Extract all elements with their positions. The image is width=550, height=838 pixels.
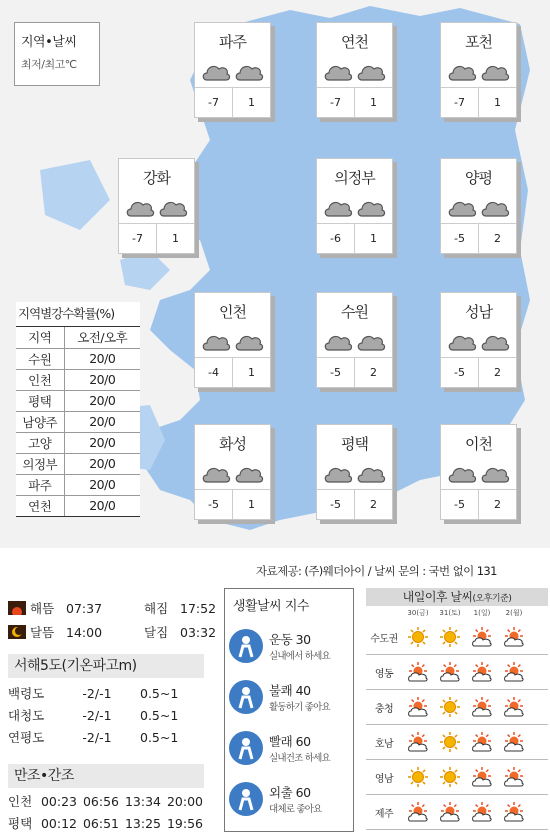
forecast-cell — [466, 766, 498, 788]
forecast-region: 영남 — [374, 773, 394, 785]
forecast-region: 제주 — [374, 808, 394, 820]
forecast-cell — [498, 696, 530, 718]
city-card — [440, 292, 517, 388]
partly-cloudy-icon — [407, 661, 429, 683]
forecast-day: 2(월) — [505, 609, 523, 617]
cloudy-icon — [323, 197, 353, 219]
partly-cloudy-icon — [407, 696, 429, 718]
city-max-temp: 1 — [232, 358, 270, 387]
life-index-item — [225, 773, 353, 824]
city-max-temp: 1 — [232, 490, 270, 519]
forecast-cell — [466, 731, 498, 753]
forecast-cell — [434, 661, 466, 683]
moonrise-label: 달뜸 — [30, 625, 55, 640]
partly-cloudy-icon — [471, 766, 493, 788]
rain-region: 인천 — [16, 369, 64, 390]
city-name: 강화 — [143, 169, 170, 187]
life-index-label: 운동 30 — [269, 631, 311, 647]
city-weather-icons — [441, 197, 516, 219]
legend-unit: 최저/최고℃ — [21, 58, 77, 71]
city-card — [316, 424, 393, 520]
forecast-cell — [402, 661, 434, 683]
city-weather-icons — [317, 197, 392, 219]
cloudy-icon — [447, 197, 477, 219]
city-max-temp: 1 — [232, 88, 270, 117]
forecast-cell — [466, 626, 498, 648]
forecast-row — [366, 690, 548, 725]
wave-height: 0.5~1 — [140, 707, 179, 723]
city-max-temp: 1 — [478, 88, 516, 117]
rain-row — [16, 432, 140, 453]
city-card — [316, 292, 393, 388]
city-card — [316, 158, 393, 254]
rain-value: 20/0 — [64, 411, 140, 432]
forecast-cell — [434, 696, 466, 718]
forecast-cell — [498, 766, 530, 788]
city-name: 포천 — [465, 33, 492, 51]
tide-location: 인천 — [8, 794, 33, 809]
city-min-temp: -5 — [330, 366, 341, 379]
cloudy-icon — [447, 463, 477, 485]
city-temps — [441, 357, 516, 387]
wave-title: 서해5도(기온파고m) — [8, 654, 204, 678]
partly-cloudy-icon — [503, 696, 525, 718]
partly-cloudy-icon — [503, 626, 525, 648]
partly-cloudy-icon — [471, 626, 493, 648]
sunset-time: 17:52 — [180, 600, 217, 616]
city-min-temp: -5 — [454, 498, 465, 511]
rain-row — [16, 411, 140, 432]
forecast-region: 영동 — [374, 668, 394, 680]
moonset-time: 03:32 — [180, 624, 217, 640]
city-weather-icons — [195, 61, 270, 83]
life-weather-index — [224, 588, 354, 832]
city-min-temp: -7 — [208, 96, 219, 109]
forecast-region: 충청 — [374, 703, 394, 715]
forecast-row — [366, 655, 548, 690]
city-temps — [195, 87, 270, 117]
forecast-days — [366, 606, 548, 620]
sun-times-row — [8, 596, 258, 620]
cloudy-icon — [480, 463, 510, 485]
tide-row — [8, 790, 206, 812]
cloudy-icon — [234, 463, 264, 485]
rain-value: 20/0 — [64, 348, 140, 369]
city-name: 의정부 — [334, 169, 375, 187]
cloudy-icon — [480, 331, 510, 353]
rain-row — [16, 348, 140, 369]
forecast-cell — [466, 696, 498, 718]
forecast-cell — [498, 626, 530, 648]
extended-forecast — [366, 588, 548, 832]
city-temps — [441, 489, 516, 519]
forecast-day: 31(토) — [439, 609, 461, 617]
city-min-temp: -5 — [454, 232, 465, 245]
cloudy-icon — [480, 61, 510, 83]
rain-col-value: 오전/오후 — [64, 327, 140, 348]
tide-time: 06:56 — [82, 793, 120, 809]
cloudy-icon — [356, 61, 386, 83]
life-index-desc: 실내에서 하세요 — [269, 650, 330, 662]
partly-cloudy-icon — [407, 801, 429, 823]
tide-location: 평택 — [8, 816, 33, 831]
city-name: 화성 — [219, 435, 246, 453]
life-index-desc: 대체로 좋아요 — [269, 803, 322, 815]
city-min-temp: -6 — [330, 232, 341, 245]
rain-probability-title: 지역별강수확률(%) — [16, 302, 140, 327]
city-weather-icons — [195, 331, 270, 353]
moonset-label: 달짐 — [144, 625, 169, 640]
forecast-cell — [402, 801, 434, 823]
tide-time: 00:23 — [40, 793, 78, 809]
rain-value: 20/0 — [64, 495, 140, 516]
city-weather-icons — [317, 331, 392, 353]
rain-region: 파주 — [16, 474, 64, 495]
sunny-icon — [407, 766, 429, 788]
city-weather-icons — [441, 463, 516, 485]
cloudy-icon — [356, 197, 386, 219]
city-name: 인천 — [219, 303, 246, 321]
forecast-title-note: (오후기준) — [472, 594, 512, 604]
sunset-label: 해짐 — [144, 601, 169, 616]
city-card — [440, 158, 517, 254]
forecast-row — [366, 795, 548, 830]
cloudy-icon — [158, 197, 188, 219]
sunny-icon — [439, 696, 461, 718]
city-min-temp: -7 — [330, 96, 341, 109]
rain-region: 의정부 — [16, 453, 64, 474]
wave-row — [8, 704, 200, 726]
rain-value: 20/0 — [64, 474, 140, 495]
city-temps — [317, 357, 392, 387]
forecast-cell — [434, 731, 466, 753]
laundry-icon — [229, 731, 263, 765]
city-temps — [317, 489, 392, 519]
life-index-title: 생활날씨 지수 — [233, 599, 309, 614]
life-index-item — [225, 671, 353, 722]
legend-title: 지역•날씨 — [21, 35, 77, 50]
city-card — [194, 292, 271, 388]
city-temps — [317, 223, 392, 253]
life-index-item — [225, 722, 353, 773]
exercise-icon — [229, 629, 263, 663]
forecast-region: 호남 — [374, 738, 394, 750]
forecast-cell — [434, 626, 466, 648]
rain-value: 20/0 — [64, 390, 140, 411]
city-card — [316, 22, 393, 118]
partly-cloudy-icon — [471, 731, 493, 753]
city-max-temp: 1 — [156, 224, 194, 253]
city-max-temp: 2 — [478, 358, 516, 387]
map-legend — [14, 22, 100, 86]
forecast-cell — [466, 661, 498, 683]
forecast-cell — [466, 801, 498, 823]
city-max-temp: 1 — [354, 224, 392, 253]
sunny-icon — [407, 626, 429, 648]
forecast-row — [366, 760, 548, 795]
rain-region: 연천 — [16, 495, 64, 516]
rain-row — [16, 369, 140, 390]
life-index-label: 빨래 60 — [269, 733, 311, 749]
forecast-cell — [498, 661, 530, 683]
forecast-title-text: 내일이후 날씨 — [402, 590, 473, 604]
forecast-day: 1(일) — [473, 609, 491, 617]
wave-height: 0.5~1 — [140, 729, 179, 745]
rain-region: 남양주 — [16, 411, 64, 432]
data-source: 자료제공: (주)웨더아이 / 날씨 문의 : 국번 없이 131 — [256, 564, 497, 578]
forecast-cell — [498, 801, 530, 823]
forecast-day: 30(금) — [407, 609, 429, 617]
forecast-row — [366, 725, 548, 760]
city-name: 평택 — [341, 435, 368, 453]
partly-cloudy-icon — [471, 661, 493, 683]
city-card — [194, 22, 271, 118]
city-temps — [441, 87, 516, 117]
forecast-title — [366, 588, 548, 606]
city-name: 연천 — [341, 33, 368, 51]
moonrise-time: 14:00 — [66, 624, 103, 640]
tide-table — [8, 790, 206, 834]
cloudy-icon — [447, 61, 477, 83]
rain-value: 20/0 — [64, 432, 140, 453]
forecast-cell — [434, 801, 466, 823]
city-card — [440, 22, 517, 118]
rain-col-region: 지역 — [16, 327, 64, 348]
discomfort-icon — [229, 680, 263, 714]
city-temps — [195, 489, 270, 519]
forecast-cell — [402, 626, 434, 648]
city-name: 양평 — [465, 169, 492, 187]
wave-temp: -2/-1 — [82, 685, 112, 701]
cloudy-icon — [323, 61, 353, 83]
city-temps — [441, 223, 516, 253]
sunny-icon — [439, 766, 461, 788]
cloudy-icon — [234, 331, 264, 353]
city-weather-icons — [119, 197, 194, 219]
rain-region: 평택 — [16, 390, 64, 411]
city-min-temp: -7 — [132, 232, 143, 245]
moonrise-icon — [8, 625, 26, 639]
city-weather-icons — [195, 463, 270, 485]
wave-row — [8, 682, 200, 704]
life-index-desc: 활동하기 좋아요 — [269, 701, 330, 713]
outing-icon — [229, 782, 263, 816]
wave-temp: -2/-1 — [82, 729, 112, 745]
partly-cloudy-icon — [407, 731, 429, 753]
city-weather-icons — [441, 331, 516, 353]
sunrise-time: 07:37 — [66, 600, 103, 616]
rain-row — [16, 474, 140, 495]
city-name: 파주 — [219, 33, 246, 51]
city-name: 성남 — [465, 303, 492, 321]
rain-value: 20/0 — [64, 453, 140, 474]
partly-cloudy-icon — [439, 801, 461, 823]
tide-time: 00:12 — [40, 815, 78, 831]
tide-time: 13:34 — [124, 793, 162, 809]
city-name: 이천 — [465, 435, 492, 453]
rain-row — [16, 453, 140, 474]
cloudy-icon — [234, 61, 264, 83]
city-temps — [195, 357, 270, 387]
city-weather-icons — [441, 61, 516, 83]
forecast-cell — [498, 731, 530, 753]
rain-probability-table — [16, 302, 140, 517]
sun-moon-times — [8, 596, 258, 644]
rain-value: 20/0 — [64, 369, 140, 390]
city-weather-icons — [317, 463, 392, 485]
tide-time: 19:56 — [166, 815, 204, 831]
partly-cloudy-icon — [503, 801, 525, 823]
city-max-temp: 2 — [354, 358, 392, 387]
partly-cloudy-icon — [471, 696, 493, 718]
tide-time: 06:51 — [82, 815, 120, 831]
life-index-desc: 실내건조 하세요 — [269, 752, 330, 764]
city-min-temp: -5 — [208, 498, 219, 511]
wave-island: 연평도 — [8, 730, 45, 745]
city-max-temp: 2 — [478, 490, 516, 519]
city-max-temp: 1 — [354, 88, 392, 117]
tide-time: 20:00 — [166, 793, 204, 809]
city-min-temp: -5 — [454, 366, 465, 379]
sunny-icon — [439, 626, 461, 648]
cloudy-icon — [323, 463, 353, 485]
life-index-label: 불쾌 40 — [269, 682, 311, 698]
tide-time: 13:25 — [124, 815, 162, 831]
tide-title: 만조•간조 — [8, 764, 204, 788]
partly-cloudy-icon — [503, 661, 525, 683]
city-min-temp: -7 — [454, 96, 465, 109]
cloudy-icon — [356, 463, 386, 485]
partly-cloudy-icon — [439, 661, 461, 683]
rain-region: 수원 — [16, 348, 64, 369]
moon-times-row — [8, 620, 258, 644]
wave-table — [8, 682, 200, 748]
forecast-cell — [402, 731, 434, 753]
city-max-temp: 2 — [354, 490, 392, 519]
forecast-region: 수도권 — [370, 633, 398, 645]
cloudy-icon — [201, 463, 231, 485]
cloudy-icon — [447, 331, 477, 353]
forecast-row — [366, 620, 548, 655]
cloudy-icon — [125, 197, 155, 219]
wave-island: 백령도 — [8, 686, 45, 701]
life-index-label: 외출 60 — [269, 784, 311, 800]
wave-height: 0.5~1 — [140, 685, 179, 701]
forecast-cell — [402, 696, 434, 718]
wave-row — [8, 726, 200, 748]
forecast-cell — [434, 766, 466, 788]
city-card — [118, 158, 195, 254]
life-index-item — [225, 620, 353, 671]
partly-cloudy-icon — [503, 766, 525, 788]
cloudy-icon — [323, 331, 353, 353]
sunrise-label: 해뜸 — [30, 601, 55, 616]
rain-row — [16, 495, 140, 516]
sunrise-icon — [8, 601, 26, 615]
forecast-cell — [402, 766, 434, 788]
partly-cloudy-icon — [503, 731, 525, 753]
city-temps — [317, 87, 392, 117]
city-temps — [119, 223, 194, 253]
tide-row — [8, 812, 206, 834]
cloudy-icon — [480, 197, 510, 219]
wave-island: 대청도 — [8, 708, 45, 723]
partly-cloudy-icon — [471, 801, 493, 823]
city-card — [440, 424, 517, 520]
city-card — [194, 424, 271, 520]
cloudy-icon — [201, 61, 231, 83]
city-min-temp: -5 — [330, 498, 341, 511]
sunny-icon — [439, 731, 461, 753]
cloudy-icon — [356, 331, 386, 353]
wave-temp: -2/-1 — [82, 707, 112, 723]
rain-row — [16, 390, 140, 411]
city-max-temp: 2 — [478, 224, 516, 253]
cloudy-icon — [201, 331, 231, 353]
city-min-temp: -4 — [208, 366, 219, 379]
city-weather-icons — [317, 61, 392, 83]
city-name: 수원 — [341, 303, 368, 321]
rain-region: 고양 — [16, 432, 64, 453]
